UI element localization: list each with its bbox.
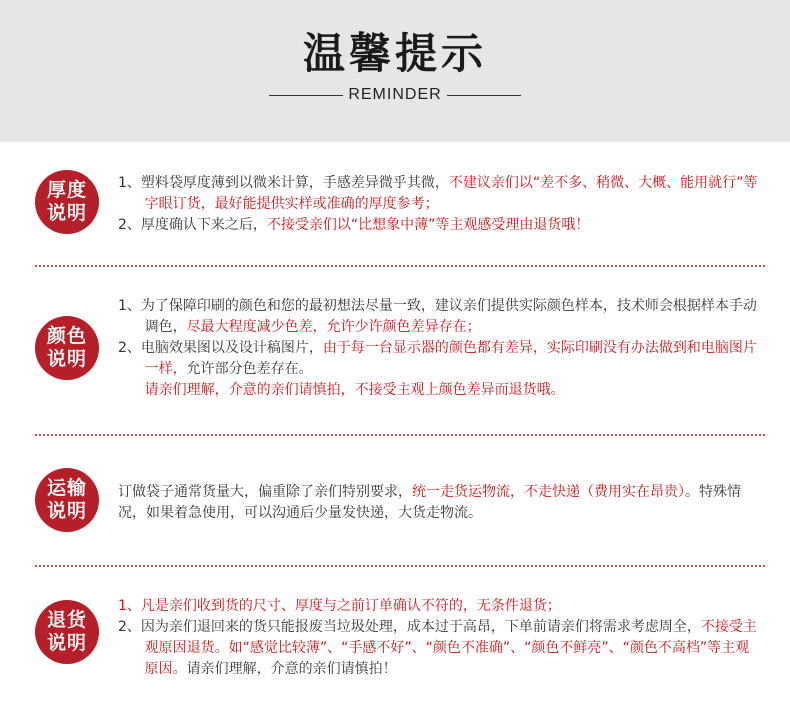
header-banner: [0, 0, 790, 142]
returns-paragraph-2: [118, 617, 758, 680]
section-thickness-text: [118, 173, 758, 236]
text-segment-highlight: 不接受主观原因退货。如“感觉比较薄”、“手感不好”、“颜色不准确”、“颜色不鲜亮”、“颜色不高档”等主观原因。: [144, 619, 757, 677]
badge-returns-line-2: 说明: [46, 632, 87, 654]
text-segment-highlight: 由于每一台显示器的颜色都有差异，实际印刷没有办法做到和电脑图片一样，: [144, 340, 757, 377]
badge-color: [35, 316, 99, 380]
text-segment: 请亲们理解，介意的亲们请慎拍！: [186, 661, 397, 677]
section-divider: [35, 565, 765, 567]
subtitle-left-line: [269, 95, 343, 96]
text-segment: 2、因为亲们退回来的货只能报废当垃圾处理，成本过于高昂，下单前请亲们将需求考虑周全，: [118, 619, 701, 635]
page-subtitle: REMINDER: [348, 86, 442, 103]
text-segment-highlight: 尽最大程度减少色差，允许少许颜色差异存在；: [186, 319, 481, 335]
color-paragraph-2: [118, 338, 758, 380]
section-color-text: [118, 296, 758, 401]
badge-returns: [35, 600, 99, 664]
badge-thickness-line-1: 厚度: [46, 179, 87, 201]
text-segment: 1、塑料袋厚度薄到以微米计算，手感差异微乎其微，: [118, 175, 449, 191]
badge-thickness-line-2: 说明: [46, 202, 87, 224]
text-segment-highlight: 不接受亲们以“比想象中薄”等主观感受理由退货哦！: [266, 217, 590, 233]
badge-shipping-line-2: 说明: [46, 500, 87, 522]
badge-color-line-1: 颜色: [46, 325, 87, 347]
text-segment-highlight: 不建议亲们以“差不多、稍微、大概、能用就行”等字眼订货，最好能提供实样或准确的厚度参考；: [144, 175, 758, 212]
color-paragraph-1: [118, 296, 758, 338]
returns-paragraph-1: [118, 596, 758, 617]
thickness-paragraph-2: [118, 215, 758, 236]
badge-thickness: [35, 170, 99, 234]
badge-shipping: [35, 468, 99, 532]
text-segment: 订做袋子通常货量大，偏重除了亲们特别要求，: [118, 484, 412, 500]
badge-color-line-2: 说明: [46, 348, 87, 370]
thickness-paragraph-1: [118, 173, 758, 215]
subtitle-row: [0, 84, 790, 106]
text-segment: 2、电脑效果图以及设计稿图片，: [118, 340, 323, 356]
page-title: 温馨提示: [302, 29, 487, 78]
badge-returns-line-1: 退货: [46, 609, 87, 631]
text-segment-highlight: 统一走货运物流，不走快递（费用实在昂贵）: [412, 484, 685, 500]
text-segment-highlight: 请亲们理解，介意的亲们请慎拍，不接受主观上颜色差异而退货哦。: [144, 382, 565, 398]
section-shipping-text: [118, 482, 758, 524]
shipping-paragraph-1: [118, 482, 758, 524]
text-segment-highlight: 1、凡是亲们收到货的尺寸、厚度与之前订单确认不符的，无条件退货；: [118, 598, 561, 614]
text-segment: 2、厚度确认下来之后，: [118, 217, 267, 233]
subtitle-right-line: [447, 95, 521, 96]
text-segment: 。特殊情况，如果着急使用，可以沟通后少量发快递，大货走物流。: [118, 484, 741, 521]
badge-shipping-line-1: 运输: [46, 477, 87, 499]
color-paragraph-3: [118, 380, 758, 401]
text-segment: 允许部分色差存在。: [186, 361, 313, 377]
text-segment: 1、为了保障印刷的颜色和您的最初想法尽量一致，建议亲们提供实际颜色样本，技术师会根据样本手动调色，: [118, 298, 757, 335]
section-returns-text: [118, 596, 758, 680]
section-divider: [35, 434, 765, 436]
section-divider: [35, 265, 765, 267]
